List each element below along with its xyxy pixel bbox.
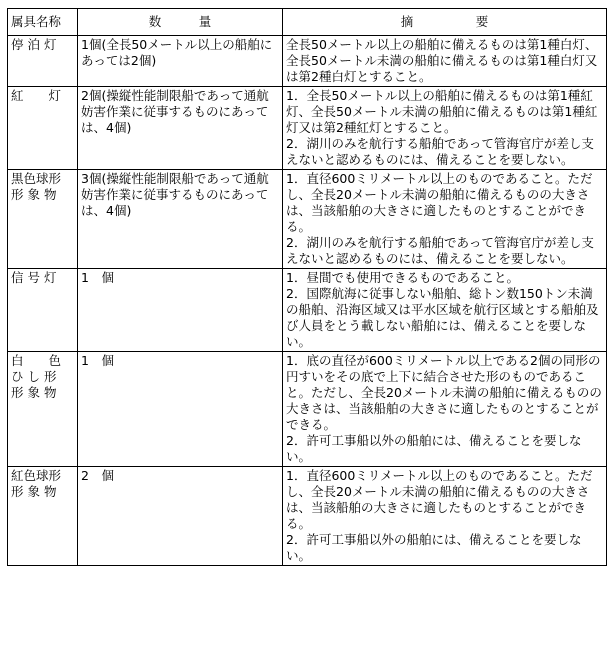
header-quantity: 数 量 bbox=[78, 9, 283, 36]
summary-item-2: 2．許可工事船以外の船舶には、備えることを要しない。 bbox=[286, 532, 582, 563]
equipment-name-cell bbox=[8, 36, 78, 87]
equipment-name-cell bbox=[8, 467, 78, 566]
quantity-cell: 1 個 bbox=[78, 352, 283, 467]
equipment-name-line-1: 紅色球形 bbox=[11, 468, 62, 483]
summary-text: 全長50メートル以上の船舶に備えるものは第1種白灯、全長50メートル未満の船舶に備えるものは第1種白灯又は第2種白灯とすること。 bbox=[286, 37, 598, 84]
header-summary: 摘 要 bbox=[283, 9, 607, 36]
header-row bbox=[8, 9, 607, 36]
summary-item-1: 1．昼間でも使用できるものであること。 bbox=[286, 270, 519, 285]
table-row bbox=[8, 269, 607, 352]
quantity-cell: 1個(全長50メートル以上の船舶にあっては2個) bbox=[78, 36, 283, 87]
equipment-name: 信 号 灯 bbox=[11, 270, 57, 285]
summary-cell bbox=[283, 352, 607, 467]
equipment-name-line-1: 黒色球形 bbox=[11, 171, 62, 186]
summary-item-2: 2．許可工事船以外の船舶には、備えることを要しない。 bbox=[286, 433, 582, 464]
summary-cell bbox=[283, 170, 607, 269]
summary-item-1: 1．全長50メートル以上の船舶に備えるものは第1種紅灯、全長50メートル未満の船舶に備えるものは第1種紅灯又は第2種紅灯とすること。 bbox=[286, 88, 598, 135]
summary-cell bbox=[283, 36, 607, 87]
summary-item-1: 1．直径600ミリメートル以上のものであること。ただし、全長20メートル未満の船舶に備えるものの大きさは、当該船舶の大きさに適したものとすることができる。 bbox=[286, 171, 593, 234]
equipment-name-cell bbox=[8, 352, 78, 467]
table-body bbox=[8, 36, 607, 566]
header-name: 属具名称 bbox=[8, 9, 78, 36]
equipment-name-cell bbox=[8, 87, 78, 170]
equipment-name-cell bbox=[8, 269, 78, 352]
quantity-cell: 2個(操縦性能制限船であって通航妨害作業に従事するものにあっては、4個) bbox=[78, 87, 283, 170]
table-row bbox=[8, 352, 607, 467]
quantity-cell: 3個(操縦性能制限船であって通航妨害作業に従事するものにあっては、4個) bbox=[78, 170, 283, 269]
equipment-name: 紅 灯 bbox=[11, 88, 62, 103]
table-row bbox=[8, 467, 607, 566]
equipment-name: 停 泊 灯 bbox=[11, 37, 57, 52]
summary-cell bbox=[283, 87, 607, 170]
summary-item-2: 2．国際航海に従事しない船舶、総トン数150トン未満の船舶、沿海区域又は平水区域を航行区域とする船舶及び人員をとう載しない船舶には、備えることを要しない。 bbox=[286, 286, 599, 349]
summary-cell bbox=[283, 269, 607, 352]
equipment-name-line-2: 形 象 物 bbox=[11, 484, 57, 499]
summary-item-2: 2．湖川のみを航行する船舶であって管海官庁が差し支えないと認めるものには、備えることを要しない。 bbox=[286, 136, 594, 167]
quantity-cell: 2 個 bbox=[78, 467, 283, 566]
summary-item-1: 1．直径600ミリメートル以上のものであること。ただし、全長20メートル未満の船舶に備えるものの大きさは、当該船舶の大きさに適したものとすることができる。 bbox=[286, 468, 593, 531]
equipment-name-line-1: 白 色 bbox=[11, 353, 62, 368]
summary-item-2: 2．湖川のみを航行する船舶であって管海官庁が差し支えないと認めるものには、備えることを要しない。 bbox=[286, 235, 594, 266]
equipment-table bbox=[7, 8, 607, 566]
summary-item-1: 1．底の直径が600ミリメートル以上である2個の同形の円すいをその底で上下に結合させた形のものであること。ただし、全長20メートル未満の船舶に備えるものの大きさは、当該船舶の大きさに適したものとすることができる。 bbox=[286, 353, 602, 432]
equipment-name-line-2: ひ し 形 bbox=[11, 369, 57, 384]
summary-cell bbox=[283, 467, 607, 566]
table-row bbox=[8, 36, 607, 87]
equipment-name-line-3: 形 象 物 bbox=[11, 385, 57, 400]
table-row bbox=[8, 87, 607, 170]
equipment-name-cell bbox=[8, 170, 78, 269]
equipment-name-line-2: 形 象 物 bbox=[11, 187, 57, 202]
table-row bbox=[8, 170, 607, 269]
quantity-cell: 1 個 bbox=[78, 269, 283, 352]
